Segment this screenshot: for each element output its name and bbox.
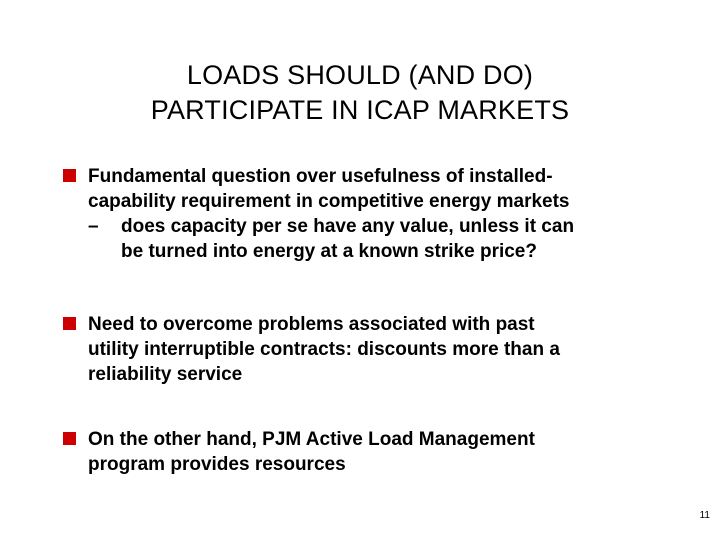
slide-title-line-1: LOADS SHOULD (AND DO) xyxy=(186,60,534,90)
bullet-2-line-1: Need to overcome problems associated with past xyxy=(88,314,535,335)
bullet-text-2 xyxy=(88,312,678,387)
bullet-1-line-1: Fundamental question over usefulness of installed- xyxy=(88,166,553,187)
slide-title-line-2: PARTICIPATE IN ICAP MARKETS xyxy=(150,95,570,125)
square-bullet-icon xyxy=(63,169,76,182)
bullet-3-line-1: On the other hand, PJM Active Load Management xyxy=(88,429,535,450)
sub-bullet-line-1: does capacity per se have any value, unless it can xyxy=(121,216,575,237)
square-bullet-icon xyxy=(63,432,76,445)
page-number: 11 xyxy=(699,510,710,521)
sub-bullet-item xyxy=(88,214,678,264)
bullet-text-3 xyxy=(88,427,678,477)
square-bullet-icon xyxy=(63,317,76,330)
bullet-2-line-2: utility interruptible contracts: discounts more than a xyxy=(88,339,560,360)
slide-title xyxy=(60,58,660,128)
bullet-text-1 xyxy=(88,164,678,264)
dash-bullet-icon: – xyxy=(88,216,99,237)
sub-bullet-line-2: be turned into energy at a known strike price? xyxy=(121,241,537,262)
sub-bullet-text xyxy=(121,214,678,264)
bullet-2-line-3: reliability service xyxy=(88,364,243,385)
bullet-1-line-2: capability requirement in competitive energy markets xyxy=(88,191,570,212)
bullet-3-line-2: program provides resources xyxy=(88,454,346,475)
